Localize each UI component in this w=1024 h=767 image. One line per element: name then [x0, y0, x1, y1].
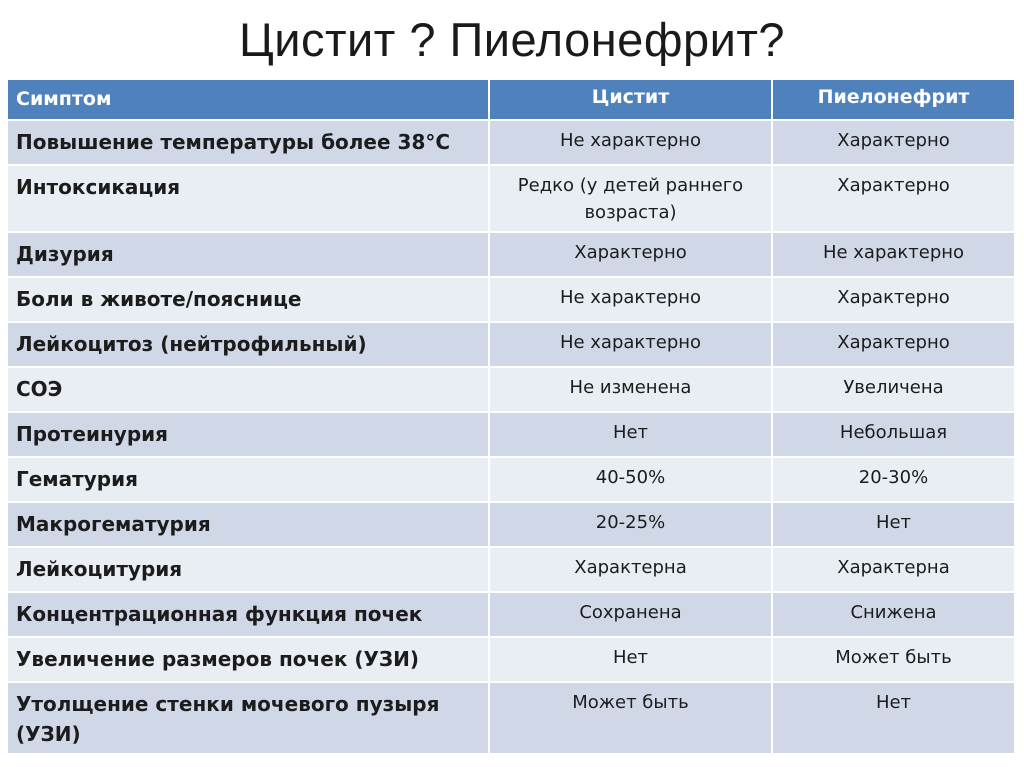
- row-symptom: Повышение температуры более 38°С: [7, 120, 489, 165]
- row-symptom: Гематурия: [7, 457, 489, 502]
- row-symptom: Увеличение размеров почек (УЗИ): [7, 637, 489, 682]
- table-row: [7, 457, 1015, 502]
- row-cystitis-value: Редко (у детей раннего возраста): [489, 165, 772, 232]
- row-symptom: Боли в животе/пояснице: [7, 277, 489, 322]
- row-pyelonephritis-value: 20-30%: [772, 457, 1015, 502]
- row-cystitis-value: Сохранена: [489, 592, 772, 637]
- row-cystitis-value: Не характерно: [489, 277, 772, 322]
- row-cystitis-value: Не характерно: [489, 120, 772, 165]
- row-cystitis-value: 20-25%: [489, 502, 772, 547]
- table-row: [7, 165, 1015, 232]
- comparison-table: [6, 78, 1016, 755]
- header-cystitis: Цистит: [489, 79, 772, 120]
- row-cystitis-value: Характерна: [489, 547, 772, 592]
- row-pyelonephritis-value: Может быть: [772, 637, 1015, 682]
- row-symptom: Дизурия: [7, 232, 489, 277]
- row-cystitis-value: 40-50%: [489, 457, 772, 502]
- row-symptom: СОЭ: [7, 367, 489, 412]
- row-pyelonephritis-value: Характерно: [772, 120, 1015, 165]
- row-pyelonephritis-value: Характерно: [772, 277, 1015, 322]
- row-pyelonephritis-value: Нет: [772, 502, 1015, 547]
- row-symptom: Интоксикация: [7, 165, 489, 232]
- table-row: [7, 547, 1015, 592]
- table-row: [7, 412, 1015, 457]
- row-cystitis-value: Не характерно: [489, 322, 772, 367]
- row-symptom: Макрогематурия: [7, 502, 489, 547]
- row-cystitis-value: Нет: [489, 412, 772, 457]
- row-cystitis-value: Не изменена: [489, 367, 772, 412]
- table-row: [7, 367, 1015, 412]
- table-row: [7, 637, 1015, 682]
- row-symptom: Протеинурия: [7, 412, 489, 457]
- row-pyelonephritis-value: Характерна: [772, 547, 1015, 592]
- row-symptom: Лейкоцитурия: [7, 547, 489, 592]
- header-pyelonephritis: Пиелонефрит: [772, 79, 1015, 120]
- row-cystitis-value: Может быть: [489, 682, 772, 754]
- row-pyelonephritis-value: Увеличена: [772, 367, 1015, 412]
- table-row: [7, 502, 1015, 547]
- row-symptom: Утолщение стенки мочевого пузыря (УЗИ): [7, 682, 489, 754]
- row-pyelonephritis-value: Характерно: [772, 165, 1015, 232]
- table-row: [7, 277, 1015, 322]
- table-header-row: [7, 79, 1015, 120]
- table-row: [7, 322, 1015, 367]
- row-symptom: Лейкоцитоз (нейтрофильный): [7, 322, 489, 367]
- row-pyelonephritis-value: Характерно: [772, 322, 1015, 367]
- table-row: [7, 232, 1015, 277]
- header-symptom: Симптом: [7, 79, 489, 120]
- row-cystitis-value: Нет: [489, 637, 772, 682]
- row-pyelonephritis-value: Небольшая: [772, 412, 1015, 457]
- row-pyelonephritis-value: Не характерно: [772, 232, 1015, 277]
- table-row: [7, 120, 1015, 165]
- row-cystitis-value: Характерно: [489, 232, 772, 277]
- table-row: [7, 682, 1015, 754]
- table-row: [7, 592, 1015, 637]
- row-pyelonephritis-value: Снижена: [772, 592, 1015, 637]
- row-pyelonephritis-value: Нет: [772, 682, 1015, 754]
- row-symptom: Концентрационная функция почек: [7, 592, 489, 637]
- page-title: Цистит ? Пиелонефрит?: [238, 12, 786, 66]
